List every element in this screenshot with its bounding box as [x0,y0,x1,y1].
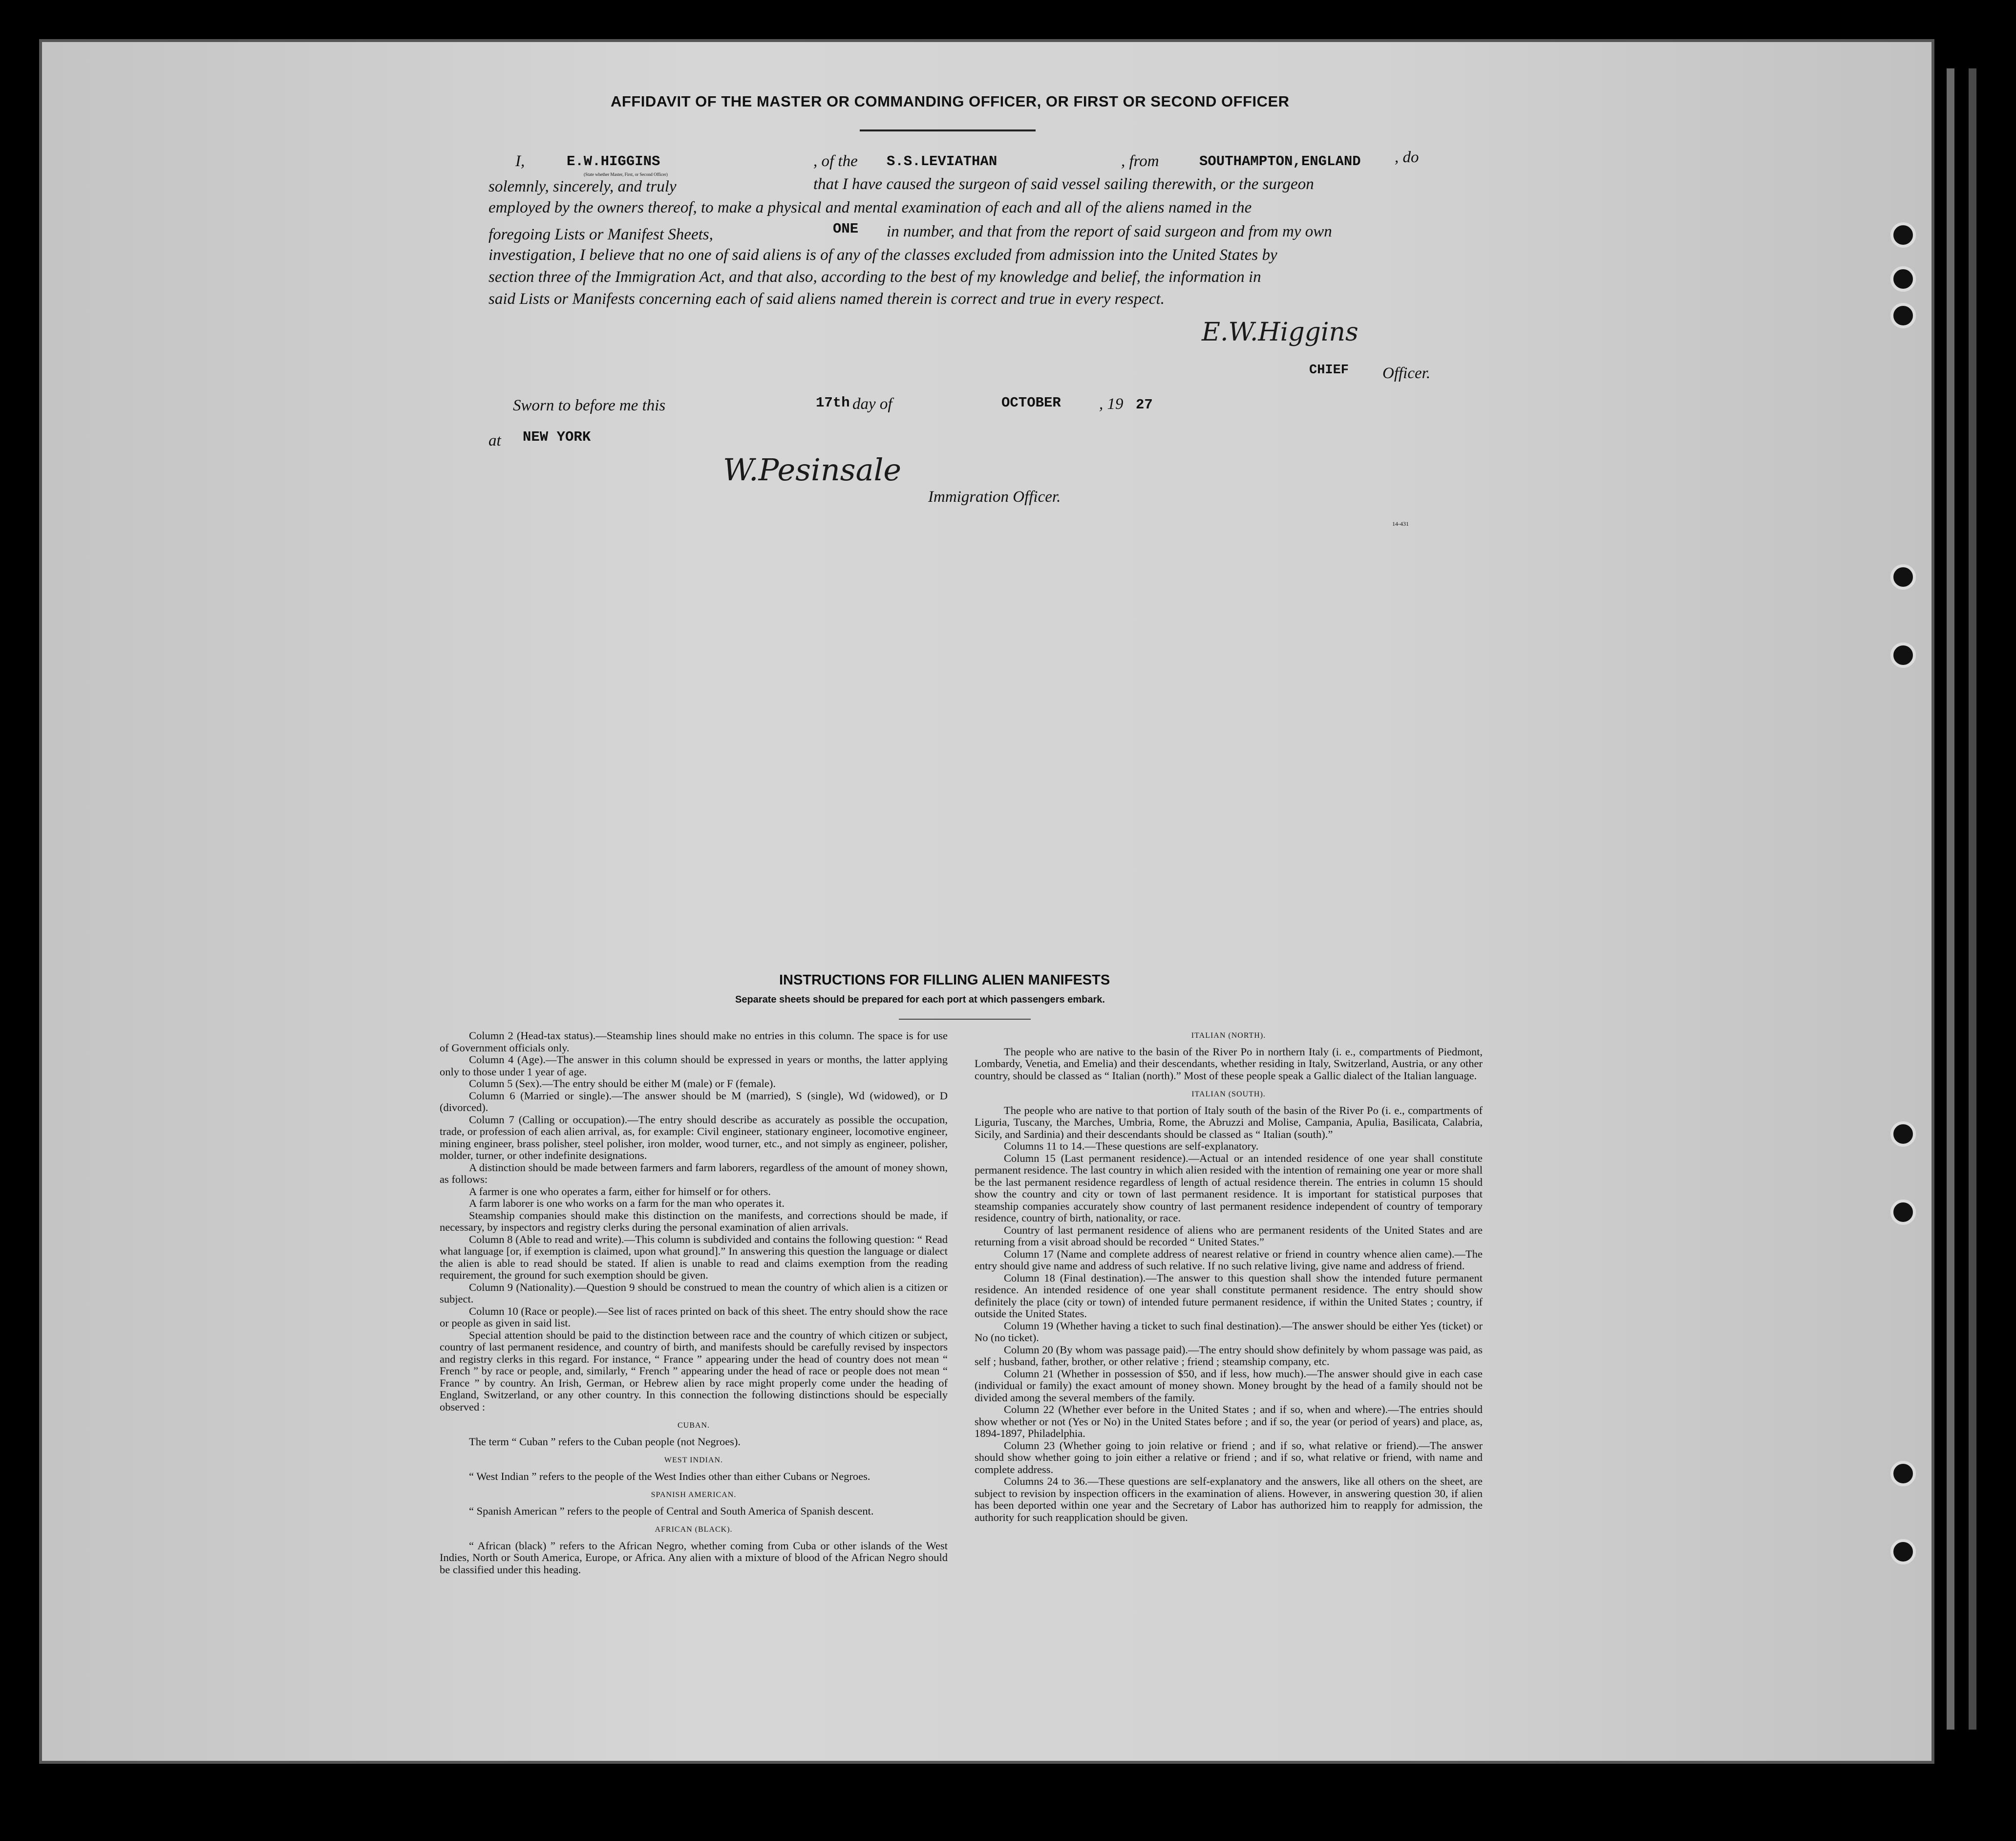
instruction-paragraph: Column 10 (Race or people).—See list of races printed on back of this sheet. The entry should show the race or people as given in said list. [440,1305,948,1329]
punch-hole [1890,1461,1916,1486]
punch-hole [1890,266,1916,292]
affidavit-line: in number, and that from the report of said surgeon and from my own [887,223,1332,240]
instruction-paragraph: A farm laborer is one who works on a farm for the man who operates it. [469,1197,785,1209]
instruction-paragraph: Column 6 (Married or single).—The answer should be M (married), S (single), Wd (widowed), or D (divorced). [440,1089,948,1113]
affidavit-line: said Lists or Manifests concerning each of said aliens named therein is correct and true in every respect. [488,290,1165,308]
sworn-label: Sworn to before me this [513,397,666,414]
punch-hole [1890,1539,1916,1564]
instruction-paragraph: Column 22 (Whether ever before in the United States ; and if so, when and where).—The entries should show whether or not (Yes or No) in the United States before ; and if so, the year (or period of years) and place, as, 1894-1897, Philadelphia. [975,1403,1483,1439]
at-label: at [488,432,501,450]
sworn-day: 17th [816,395,850,411]
binding-edge [1969,68,1976,1730]
instruction-paragraph: Column 5 (Sex).—The entry should be either M (male) or F (female). [469,1077,776,1090]
affidavit-line: employed by the owners thereof, to make a physical and mental examination of each and all of the aliens named in the [488,199,1252,216]
title-rule [860,129,1036,131]
instruction-paragraph: A distinction should be made between farmers and farm laborers, regardless of the amount of money shown, as follows: [440,1161,948,1185]
instruction-paragraph: Column 2 (Head-tax status).—Steamship lines should make no entries in this column. The space is for use of Government officials only. [440,1029,948,1054]
sworn-month: OCTOBER [1001,395,1061,411]
binding-edge [1947,68,1954,1730]
instruction-paragraph: Columns 24 to 36.—These questions are self-explanatory and the answers, like all others on the sheet, are subject to revision by inspection officers in the examination of aliens. However, in answering question 30, if alien has been deported within one year and the Secretary of Labor has authorized him to reapply for admission, the authority for such reapplication should be given. [975,1475,1483,1523]
instruction-paragraph: Column 18 (Final destination).—The answer to this question shall show the intended future permanent residence. An intended residence of one year shall constitute permanent residence. The entry should show definitely the place (city or town) of intended future permanent residence, if within the United States ; country, if outside the United States. [975,1271,1483,1320]
punch-hole [1890,642,1916,668]
sworn-place: NEW YORK [523,429,591,445]
form-number: 14-431 [1392,520,1409,527]
rank-hint: (State whether Master, First, or Second Officer) [584,172,668,177]
officer-signature: E.W.Higgins [1202,318,1358,347]
affidavit-line: that I have caused the surgeon of said vessel sailing therewith, or the surgeon [813,175,1314,193]
officer-name: E.W.HIGGINS [567,153,660,170]
affidavit-line: solemnly, sincerely, and truly [488,178,677,195]
affidavit-line: section three of the Immigration Act, and that also, according to the best of my knowledge and belief, the information in [488,268,1261,286]
section-heading: AFRICAN (BLACK). [655,1525,733,1534]
instruction-paragraph: The people who are native to that portion of Italy south of the basin of the River Po (i. e., compartments of Liguria, Tuscany, the Marches, Umbria, Rome, the Abruzzi and Molise, Campania, Apulia, Basilicata, Calabria, Sicily, and Sardinia) and their descendants should be classed as “ Italian (south).” [975,1104,1483,1140]
instruction-paragraph: Column 21 (Whether in possession of $50, and if less, how much).—The answer should give in each case (individual or family) the exact amount of money shown. Money brought by the head of a family should not be divided among the several members of the family. [975,1367,1483,1404]
section-heading: WEST INDIAN. [664,1456,723,1464]
punch-hole [1890,1121,1916,1147]
instructions-right-column [975,1030,1483,1523]
from-label: , from [1121,152,1159,170]
immigration-officer-signature: W.Pesinsale [723,452,902,488]
instruction-paragraph: Columns 11 to 14.—These questions are self-explanatory. [1004,1140,1259,1152]
immigration-officer-label: Immigration Officer. [928,488,1061,506]
instruction-paragraph: The term “ Cuban ” refers to the Cuban people (not Negroes). [469,1435,741,1448]
instruction-paragraph: “ African (black) ” refers to the African Negro, whether coming from Cuba or other islands of the West Indies, North or South America, Europe, or Africa. Any alien with a mixture of blood of the African Negro should be classified under this heading. [440,1539,948,1576]
port-from: SOUTHAMPTON,ENGLAND [1199,153,1361,170]
do-label: , do [1395,149,1419,166]
section-heading: ITALIAN (SOUTH). [1191,1090,1266,1098]
of-the-label: , of the [813,152,858,170]
instruction-paragraph: Column 20 (By whom was passage paid).—The entry should show definitely by whom passage was paid, as self ; husband, father, brother, or other relative ; friend ; steamship company, etc. [975,1343,1483,1368]
instruction-paragraph: Column 7 (Calling or occupation).—The entry should describe as accurately as possible the occupation, trade, or profession of each alien arrival, as, for example: Civil engineer, stationary engineer, locomotive engineer, mining engineer, brass polisher, steel polisher, iron molder, wood turner, etc., and not simply as engineer, polisher, molder, turner, or other indefinite designations. [440,1113,948,1161]
punch-hole [1890,303,1916,328]
punch-hole [1890,222,1916,248]
officer-rank: CHIEF [1309,363,1349,378]
instructions-subtitle: Separate sheets should be prepared for each port at which passengers embark. [735,994,1105,1005]
alien-count: ONE [833,221,859,237]
year-prefix: , 19 [1099,395,1124,413]
instructions-left-column [440,1030,948,1576]
instruction-paragraph: Column 8 (Able to read and write).—This column is subdivided and contains the following question: “ Read what language [or, if exemption is claimed, upon what ground].” In answering this question the language or dialect the alien is able to read should be stated. If alien is unable to read and claims exemption from the reading requirement, the ground for such exemption should be given. [440,1233,948,1281]
punch-hole [1890,1199,1916,1225]
instruction-paragraph: Column 17 (Name and complete address of nearest relative or friend in country whence alien came).—The entry should give name and address of such relative. If no such relative living, give name and address of friend. [975,1247,1483,1272]
instruction-paragraph: “ West Indian ” refers to the people of the West Indies other than either Cubans or Negroes. [469,1470,870,1482]
instruction-paragraph: Steamship companies should make this distinction on the manifests, and corrections should be made, if necessary, by inspectors and registry clerks during the personal examination of alien arrivals. [440,1209,948,1233]
instruction-paragraph: Column 23 (Whether going to join relative or friend ; and if so, what relative or friend).—The answer should show whether going to join either a relative or friend ; and if so, what relative or friend, with name and complete address. [975,1439,1483,1476]
punch-hole [1890,564,1916,590]
affidavit-line: investigation, I believe that no one of said aliens is of any of the classes excluded from admission into the United States by [488,246,1277,264]
instruction-paragraph: Column 9 (Nationality).—Question 9 should be construed to mean the country of which alien is a citizen or subject. [440,1281,948,1305]
instruction-paragraph: A farmer is one who operates a farm, either for himself or for others. [469,1185,771,1198]
instruction-paragraph: Column 15 (Last permanent residence).—Actual or an intended residence of one year shall constitute permanent residence. The last country in which alien resided with the intention of remaining one year or more shall be the last permanent residence regardless of length of actual residence therein. The entries in column 15 should show the country and city or town of last permanent residence. It is important for statistical purposes that steamship companies accurately show country of last permanent residence independent of country of temporary residence, country of birth, nationality, or race. [975,1152,1483,1224]
day-of-label: day of [852,395,892,413]
instructions-title: INSTRUCTIONS FOR FILLING ALIEN MANIFESTS [779,972,1110,988]
affidavit-title: AFFIDAVIT OF THE MASTER OR COMMANDING OFFICER, OR FIRST OR SECOND OFFICER [611,93,1290,110]
sworn-year: 27 [1136,397,1153,413]
vessel-name: S.S.LEVIATHAN [887,153,997,170]
instruction-paragraph: Column 19 (Whether having a ticket to such final destination).—The answer should be either Yes (ticket) or No (no ticket). [975,1319,1483,1344]
instruction-paragraph: “ Spanish American ” refers to the people of Central and South America of Spanish descent. [469,1504,874,1517]
instruction-paragraph: Special attention should be paid to the distinction between race and the country of which citizen or subject, country of last permanent residence, and country of birth, and manifests should be carefully revised by inspectors and registry clerks in this regard. For instance, “ France ” appearing under the head of country does not mean “ French ” by race or people, and, similarly, “ French ” appearing under the head of race or people does not mean “ France ” by country. An Irish, German, or Hebrew alien by race might properly come under the heading of England, Switzerland, or any other country. In this connection the following distinctions should be especially observed : [440,1328,948,1413]
instruction-paragraph: The people who are native to the basin of the River Po in northern Italy (i. e., compartments of Piedmont, Lombardy, Venetia, and Emelia) and their descendants, whether residing in Italy, Switzerland, Austria, or any other country, should be classed as “ Italian (north).” Most of these people speak a Gallic dialect of the Italian language. [975,1045,1483,1082]
officer-label: Officer. [1382,364,1431,382]
instructions-rule [899,1019,1031,1020]
section-heading: ITALIAN (NORTH). [1191,1031,1266,1040]
instruction-paragraph: Country of last permanent residence of aliens who are permanent residents of the United States and are returning from a visit abroad should be recorded “ United States.” [975,1223,1483,1248]
pronoun: I, [515,152,525,170]
instruction-paragraph: Column 4 (Age).—The answer in this column should be expressed in years or months, the latter applying only to those under 1 year of age. [440,1053,948,1078]
section-heading: CUBAN. [677,1421,710,1430]
section-heading: SPANISH AMERICAN. [651,1491,737,1499]
affidavit-line: foregoing Lists or Manifest Sheets, [488,226,713,243]
